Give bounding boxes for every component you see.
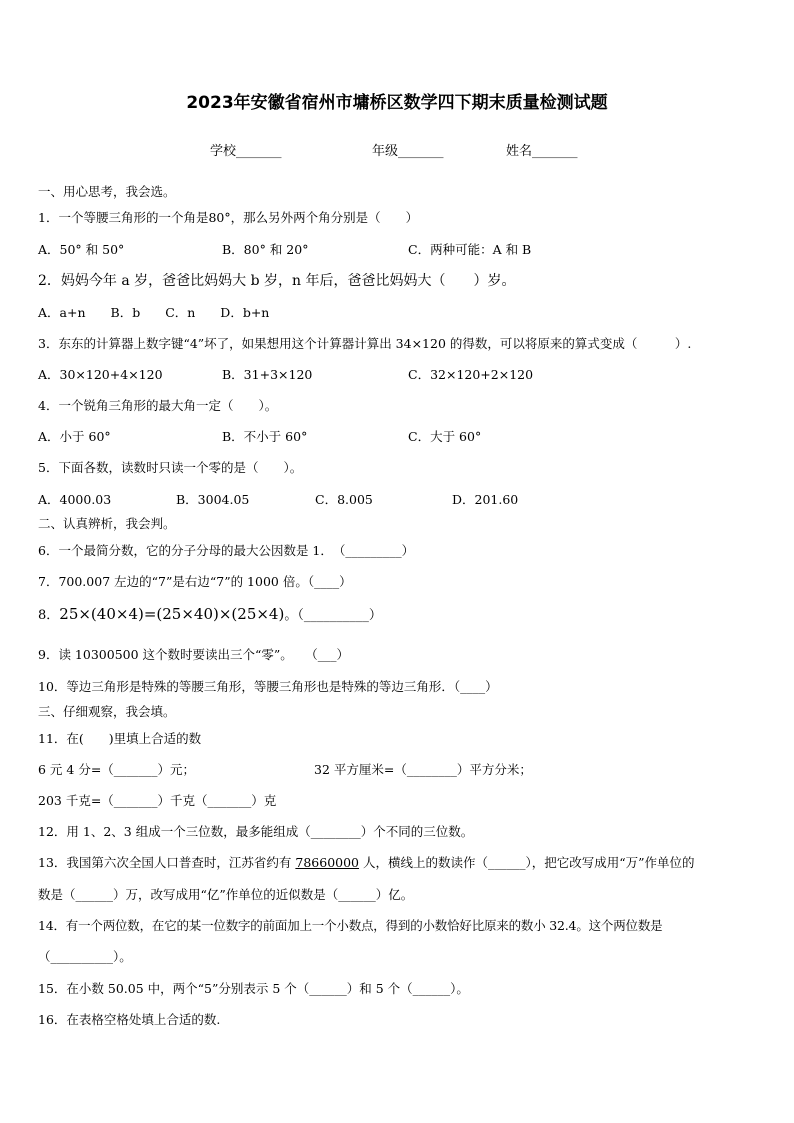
question-8 [38,604,382,623]
q2-options: A．a+n B．b C．n D．b+n [38,305,270,320]
q1-option-c: C．两种可能：A 和 B [408,242,532,257]
question-10: 10．等边三角形是特殊的等腰三角形，等腰三角形也是特殊的等边三角形．（____） [38,679,498,694]
name-field: 姓名_______ [506,144,578,159]
q11-line1-right: 32 平方厘米=（________）平方分米； [314,762,532,777]
q1-option-a: A．50° 和 50° [38,242,125,257]
q8-tail: 。（__________） [284,608,382,623]
q1-option-b: B．80° 和 20° [222,242,309,257]
q3-option-c: C．32×120+2×120 [408,367,534,382]
q8-number: 8． [38,608,60,623]
question-1: 1．一个等腰三角形的一个角是80°，那么另外两个角分别是（ ） [38,210,419,225]
question-5: 5．下面各数，读数时只读一个零的是（ ）。 [38,460,303,475]
question-7: 7．700.007 左边的“7”是右边“7”的 1000 倍。（____） [38,574,352,589]
page-title: 2023年安徽省宿州市墉桥区数学四下期末质量检测试题 [186,93,608,113]
q4-option-a: A．小于 60° [38,429,111,444]
section-heading-1: 一、用心思考，我会选。 [38,184,176,199]
q5-option-c: C．8.005 [315,492,373,507]
q5-option-a: A．4000.03 [38,492,112,507]
q3-option-a: A．30×120+4×120 [38,367,163,382]
question-12: 12．用 1、2、3 组成一个三位数，最多能组成（________）个不同的三位数。 [38,824,474,839]
section-heading-2: 二、认真辨析，我会判。 [38,516,176,531]
question-13-line1 [38,853,695,871]
q13-post: 人，横线上的数读作（______），把它改写成用“万”作单位的 [359,855,695,870]
question-16: 16．在表格空格处填上合适的数. [38,1012,221,1027]
q11-line1-left: 6 元 4 分=（_______）元； [38,762,196,777]
q5-option-d: D．201.60 [452,492,519,507]
question-15: 15．在小数 50.05 中，两个“5”分别表示 5 个（______）和 5 个（______）。 [38,981,469,996]
q11-line2: 203 千克=（_______）千克（_______）克 [38,793,277,808]
question-14-line1: 14．有一个两位数，在它的某一位数字的前面加上一个小数点，得到的小数恰好比原来的数小 32.4。这个两位数是 [38,918,663,933]
q3-option-b: B．31+3×120 [222,367,313,382]
q13-pre: 13．我国第六次全国人口普查时，江苏省约有 [38,855,296,870]
school-field: 学校_______ [210,144,282,159]
question-13-line2: 数是（______）万，改写成用“亿”作单位的近似数是（______）亿。 [38,887,414,902]
grade-field: 年级_______ [372,144,444,159]
q5-option-b: B．3004.05 [176,492,250,507]
question-9: 9．读 10300500 这个数时要读出三个“零”。 （___） [38,647,350,662]
q4-option-b: B．不小于 60° [222,429,308,444]
question-6: 6．一个最简分数，它的分子分母的最大公因数是 1． （_________） [38,543,415,558]
question-3: 3．东东的计算器上数字键“4”坏了，如果想用这个计算器计算出 34×120 的得数，可以将原来的算式变成（ ）. [38,336,692,351]
q13-number: 78660000 [295,855,360,870]
q4-option-c: C．大于 60° [408,429,482,444]
q8-formula: 25×(40×4)=(25×40)×(25×4) [59,605,285,623]
question-11: 11．在( )里填上合适的数 [38,731,202,746]
section-heading-3: 三、仔细观察，我会填。 [38,704,176,719]
question-4: 4．一个锐角三角形的最大角一定（ ）。 [38,398,278,413]
question-2: 2．妈妈今年 a 岁，爸爸比妈妈大 b 岁，n 年后，爸爸比妈妈大（ ）岁。 [38,273,516,289]
question-14-line2: （__________）。 [38,949,132,964]
